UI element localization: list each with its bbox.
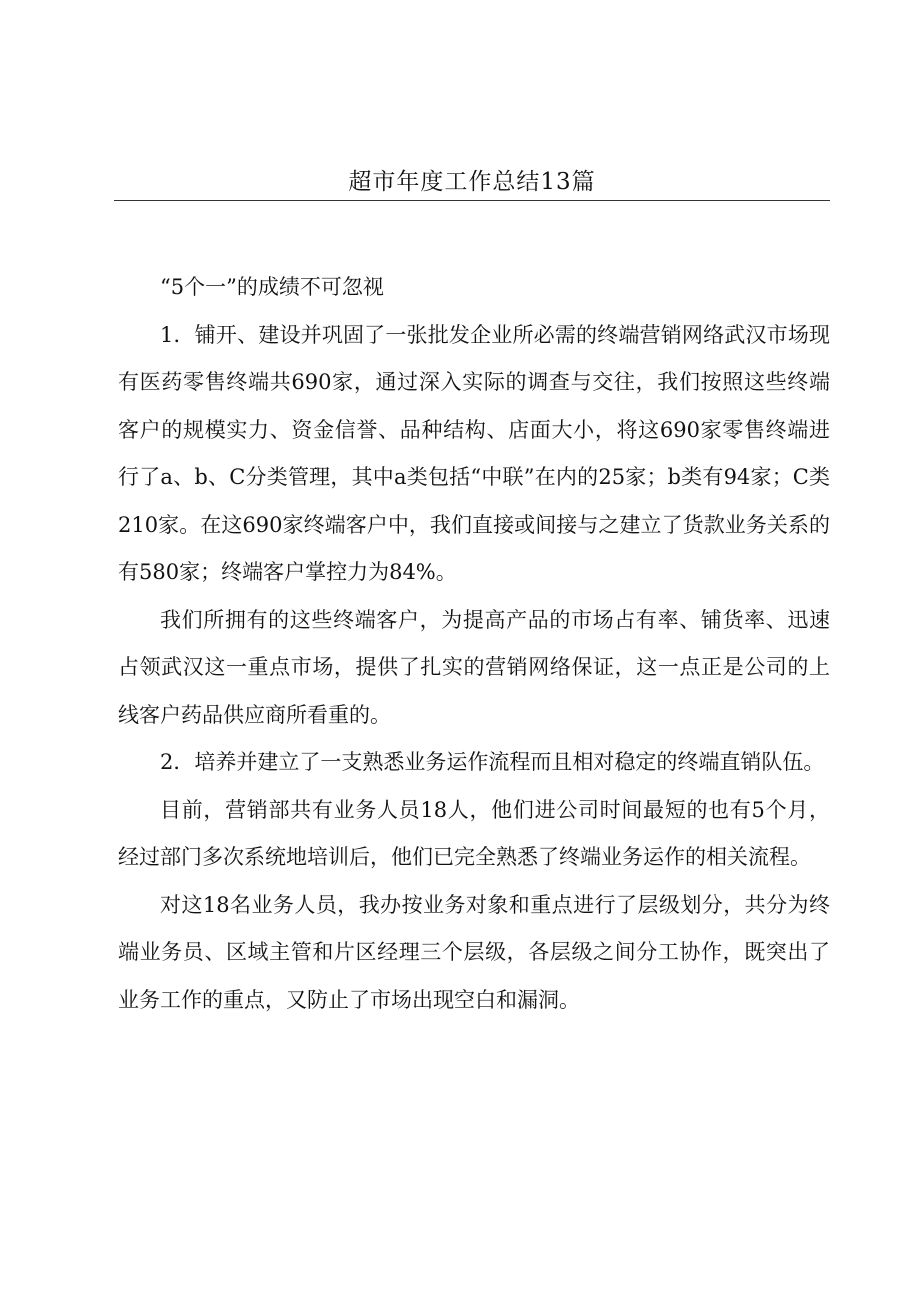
title-underline <box>114 200 830 201</box>
paragraph-4: 目前，营销部共有业务人员18人，他们进公司时间最短的也有5个月，经过部门多次系统地培训后，他们已完全熟悉了终端业务运作的相关流程。 <box>118 797 830 869</box>
paragraph-heading: “5个一”的成绩不可忽视 <box>160 275 384 299</box>
paragraph-1: 1．铺开、建设并巩固了一张批发企业所必需的终端营销网络武汉市场现有医药零售终端共690家，通过深入实际的调查与交往，我们按照这些终端客户的规模实力、资金信誉、品种结构、店面大小，将这690家零售终端进行了a、b、C分类管理，其中a类包括“中联”在内的25家；b类有94家；C类210家。在这690家终端客户中，我们直接或间接与之建立了货款业务关系的有580家；终端客户掌控力为84%。 <box>118 322 830 584</box>
document-body <box>118 264 830 1024</box>
paragraph-2: 我们所拥有的这些终端客户，为提高产品的市场占有率、铺货率、迅速占领武汉这一重点市场，提供了扎实的营销网络保证，这一点正是公司的上线客户药品供应商所看重的。 <box>118 607 830 727</box>
paragraph-3: 2．培养并建立了一支熟悉业务运作流程而且相对稳定的终端直销队伍。 <box>160 750 825 774</box>
document-title: 超市年度工作总结13篇 <box>348 169 596 195</box>
paragraph-5: 对这18名业务人员，我办按业务对象和重点进行了层级划分，共分为终端业务员、区域主管和片区经理三个层级，各层级之间分工协作，既突出了业务工作的重点，又防止了市场出现空白和漏洞。 <box>118 892 830 1012</box>
